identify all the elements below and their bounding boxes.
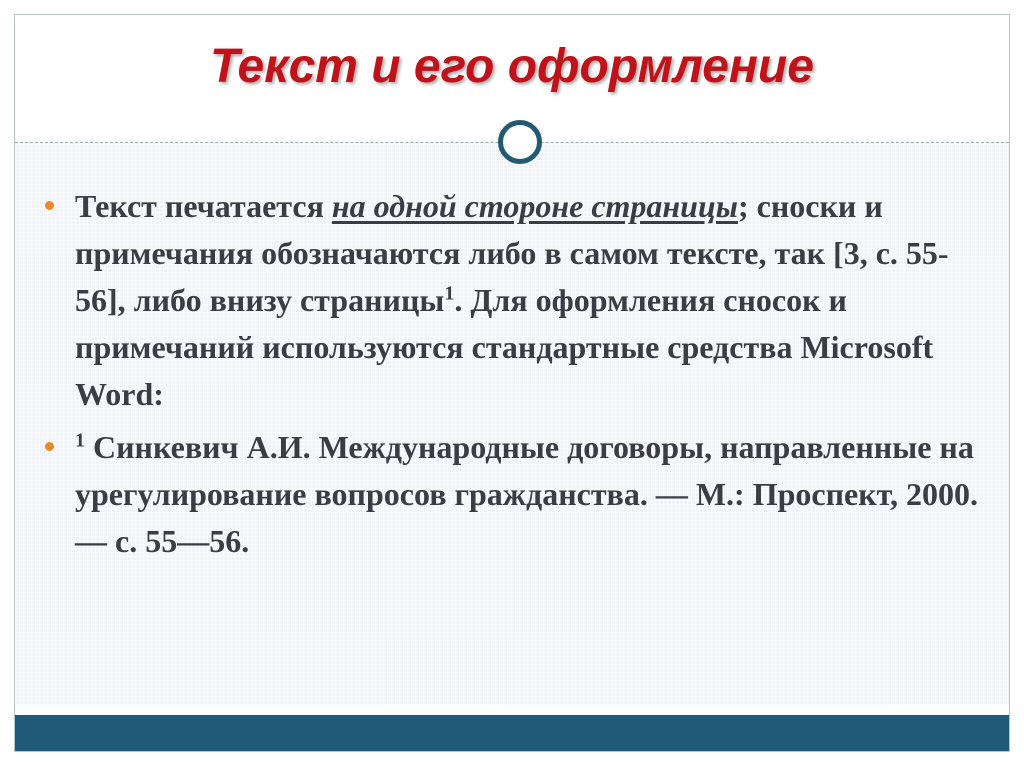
bullet-1-lead: Текст печатается bbox=[75, 188, 332, 224]
bullet-dot-icon bbox=[45, 442, 54, 451]
bullet-1-after-emphasis: ; сноски и примечания обозначаются либо в самом тексте, так [3, с. 55-56], либо внизу страницы bbox=[75, 188, 949, 318]
slide-frame bbox=[14, 14, 1010, 752]
ring-ornament-icon bbox=[498, 120, 542, 164]
bottom-accent-bar bbox=[15, 715, 1009, 751]
list-item bbox=[43, 424, 983, 565]
bullet-1-tail: . Для оформления сносок и примечаний используются стандартные средства Microsoft Word: bbox=[75, 282, 934, 412]
footnote-marker: 1 bbox=[75, 429, 85, 452]
bullet-list bbox=[43, 183, 983, 571]
footnote-marker: 1 bbox=[444, 282, 455, 305]
bullet-dot-icon bbox=[45, 201, 54, 210]
bullet-1-emphasis: на одной стороне страницы bbox=[331, 188, 738, 224]
slide-title: Текст и его оформление bbox=[210, 40, 814, 93]
list-item bbox=[43, 183, 983, 418]
footnote-citation: Синкевич А.И. Международные договоры, направленные на урегулирование вопросов гражданства. — М.: Проспект, 2000. — с. 55—56. bbox=[75, 429, 978, 559]
